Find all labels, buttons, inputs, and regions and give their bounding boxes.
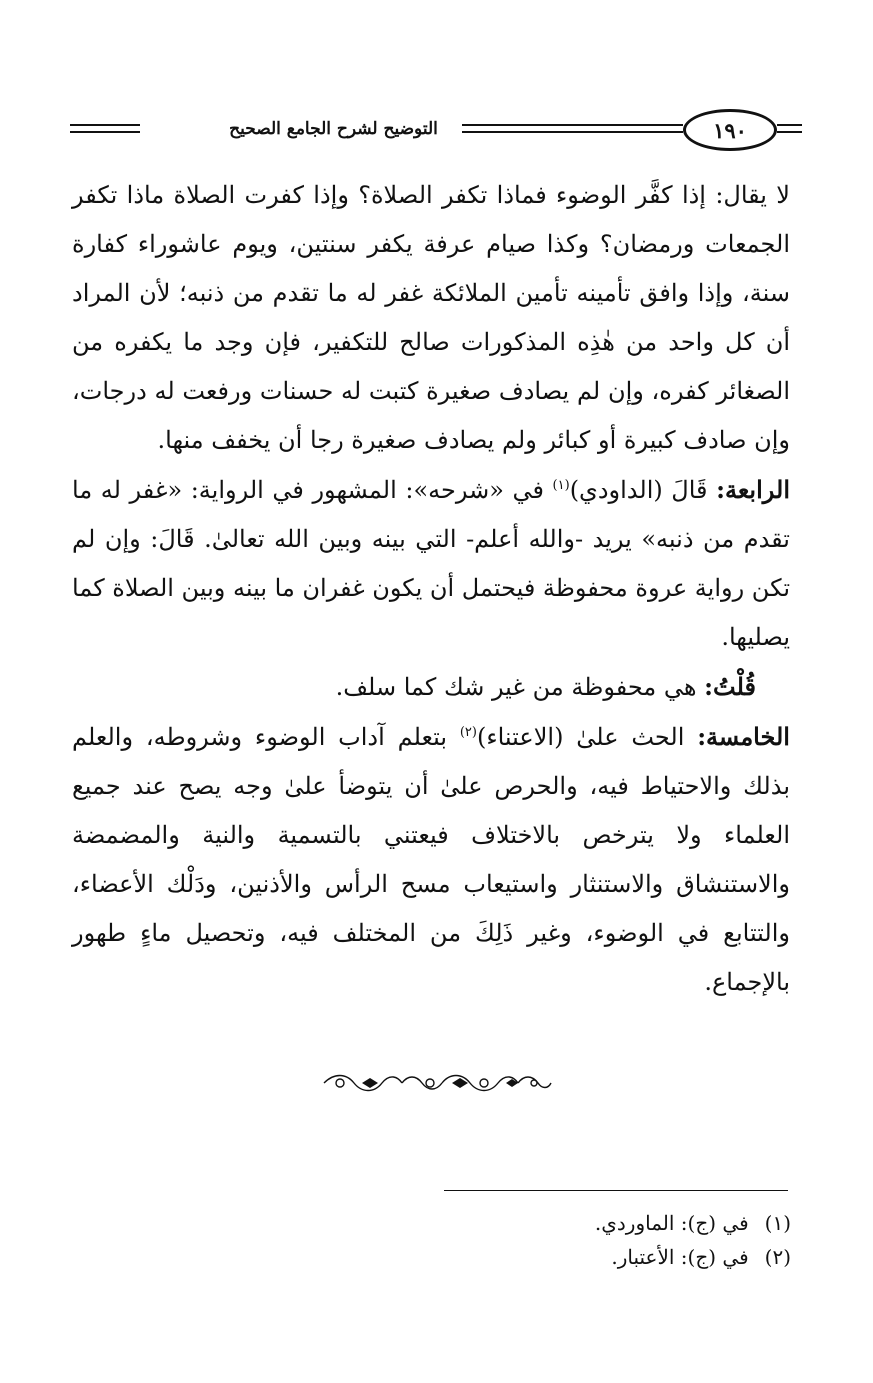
paragraph-2-text-a: قَالَ (الداودي) <box>569 476 708 504</box>
header-rule-mid-top <box>462 124 683 126</box>
footnote-separator <box>444 1190 788 1191</box>
header-rule-right-bottom <box>777 131 802 133</box>
footnote-1-text: في (ج): الماوردي. <box>594 1211 749 1235</box>
paragraph-2-label: الرابعة: <box>716 475 790 504</box>
header-rule-mid-bottom <box>462 131 683 133</box>
footnote-ref-1: (١) <box>552 478 570 493</box>
page-number <box>683 109 777 151</box>
paragraph-4-text-b: بتعلم آداب الوضوء وشروطه، والعلم بذلك والاحتياط فيه، والحرص علىٰ أن يتوضأ علىٰ وجه يصح عند جميع العلماء ولا يترخص بالاختلاف فيعتني بالتسمية والنية والمضمضة والاستنشاق والاستنثار واستيعاب مسح الرأس والأذنين، ودَلْك الأعضاء، والتتابع في الوضوء، وغير ذَلِكَ من المختلف فيه، وتحصيل ماءٍ طهور بالإجماع. <box>72 723 790 996</box>
paragraph-4-text-a: الحث علىٰ (الاعتناء) <box>476 723 685 751</box>
paragraph-2-text-b: في «شرحه»: المشهور في الرواية: «غفر له ما تقدم من ذنبه» يريد -والله أعلم- التي بينه وبين الله تعالىٰ. قَالَ: وإن لم تكن رواية عروة محفوظة فيحتمل أن يكون غفران ما بينه وبين الصلاة كما يصليها. <box>72 476 790 651</box>
page-number-text: ١٩٠ <box>713 117 747 143</box>
footnotes <box>431 1206 791 1274</box>
paragraph-3 <box>72 662 790 712</box>
footnote-1-number: (١) <box>764 1211 791 1235</box>
footnote-2-number: (٢) <box>764 1245 791 1269</box>
paragraph-1: لا يقال: إذا كفَّر الوضوء فماذا تكفر الصلاة؟ وإذا كفرت الصلاة ماذا تكفر الجمعات ورمضان؟ وكذا صيام عرفة يكفر سنتين، ويوم عاشوراء كفارة سنة، وإذا وافق تأمينه تأمين الملائكة غفر له ما تقدم من ذنبه؛ لأن المراد أن كل واحد من هٰذِه المذكورات صالح للتكفير، فإن وجد ما يكفره من الصغائر كفره، وإن لم يصادف صغيرة كتبت له حسنات ورفعت له درجات، وإن صادف كبيرة أو كبائر ولم يصادف صغيرة رجا أن يخفف منها. <box>72 181 790 454</box>
book-title: التوضيح لشرح الجامع الصحيح <box>229 119 438 139</box>
main-text <box>72 171 790 1007</box>
footnote-2 <box>431 1240 791 1274</box>
paragraph-3-label: قُلْتُ: <box>704 672 756 701</box>
paragraph-4 <box>72 712 790 1007</box>
page-header <box>66 100 802 160</box>
header-rule-right-top <box>777 124 802 126</box>
paragraph-3-text: هي محفوظة من غير شك كما سلف. <box>335 673 697 701</box>
header-rule-left-top <box>70 124 140 126</box>
footnote-2-text: في (ج): الأعتبار. <box>611 1245 749 1269</box>
footnote-ref-2: (٢) <box>459 725 477 740</box>
header-rule-left-bottom <box>70 131 140 133</box>
paragraph-2 <box>72 465 790 662</box>
section-divider-ornament <box>320 1069 555 1097</box>
footnote-1 <box>431 1206 791 1240</box>
paragraph-4-label: الخامسة: <box>697 722 790 751</box>
